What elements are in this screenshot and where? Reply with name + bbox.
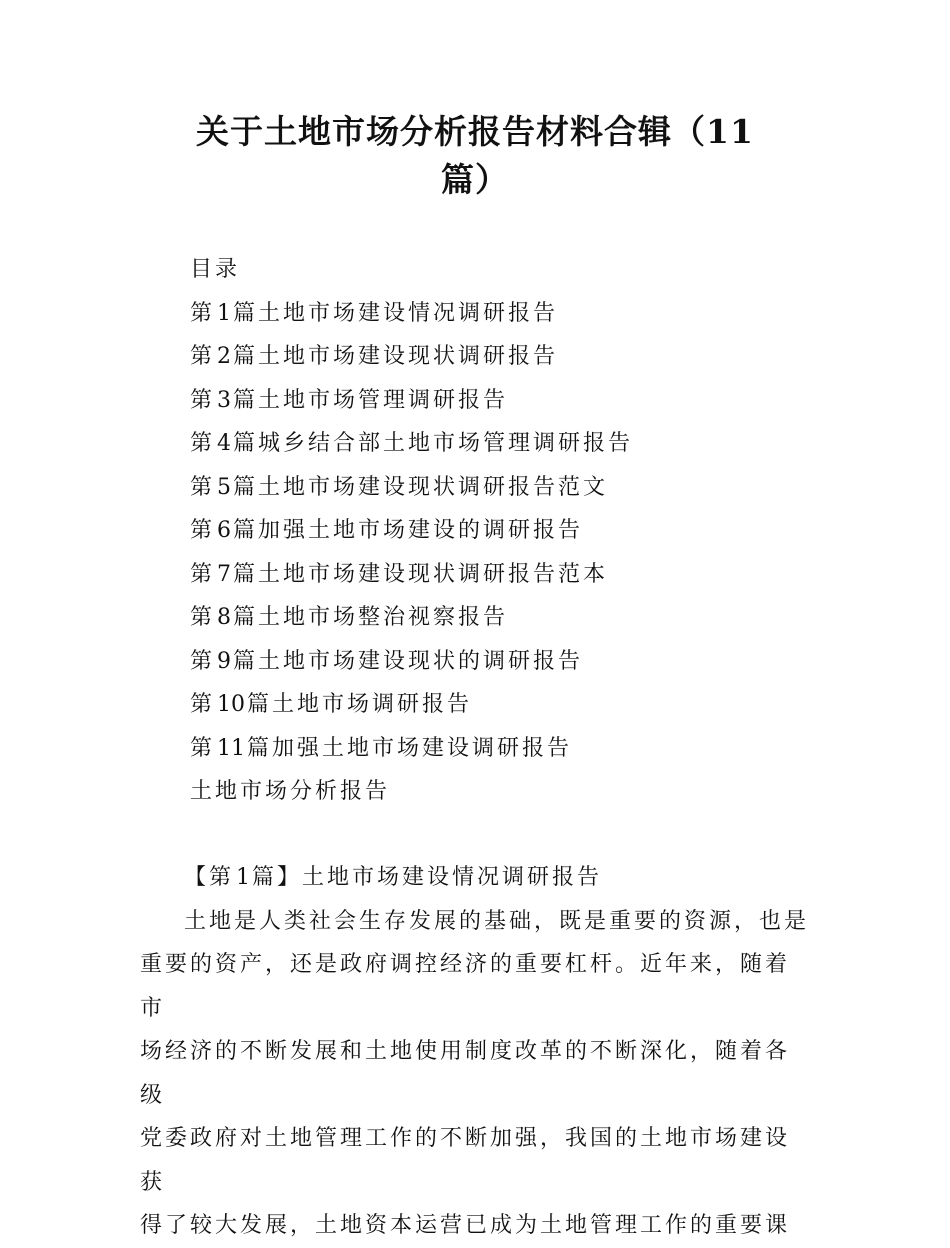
toc-item-title: 篇加强土地市场建设调研报告 xyxy=(247,735,573,761)
toc-item-number: 5 xyxy=(217,474,232,500)
toc-item-prefix: 第 xyxy=(190,605,216,630)
toc-item-prefix: 第 xyxy=(190,344,216,369)
toc-item[interactable] xyxy=(190,727,810,771)
section-1 xyxy=(140,856,812,1248)
toc-item-prefix: 第 xyxy=(190,387,216,413)
toc-item-title: 篇土地市场建设现状调研报告范文 xyxy=(233,474,609,500)
toc-item-title: 篇土地市场调研报告 xyxy=(247,692,473,717)
toc-item-number: 7 xyxy=(217,561,232,587)
toc-item-title: 篇土地市场建设现状的调研报告 xyxy=(233,648,584,674)
toc-item[interactable] xyxy=(190,422,810,466)
toc-item-prefix: 第 xyxy=(190,518,216,543)
toc-item[interactable] xyxy=(190,379,810,423)
toc-item-number: 3 xyxy=(217,387,232,413)
toc-item-prefix: 第 xyxy=(190,692,216,717)
document-title-line-1: 关于土地市场分析报告材料合辑（11 xyxy=(196,112,754,151)
toc-item-prefix: 第 xyxy=(190,300,216,326)
document-title xyxy=(180,108,770,204)
toc-item-prefix: 第 xyxy=(190,561,216,587)
toc-heading: 目录 xyxy=(190,257,241,282)
toc-item[interactable] xyxy=(190,509,810,553)
toc-item-prefix: 第 xyxy=(190,474,216,500)
toc-item[interactable] xyxy=(190,553,810,597)
toc-item-title: 篇土地市场建设现状调研报告 xyxy=(233,344,559,369)
toc-item-number: 10 xyxy=(217,692,246,717)
toc-item-number: 8 xyxy=(217,605,232,630)
toc-item-number: 2 xyxy=(217,344,232,369)
document-title-line-2: 篇） xyxy=(441,160,509,199)
toc-item-number: 9 xyxy=(217,648,232,674)
toc-item-prefix: 第 xyxy=(190,431,216,456)
toc-item[interactable] xyxy=(190,640,810,684)
section-heading-title: 篇】土地市场建设情况调研报告 xyxy=(252,865,603,890)
toc-item[interactable] xyxy=(190,292,810,336)
toc-item-title: 篇土地市场管理调研报告 xyxy=(233,387,509,413)
toc-item-prefix: 第 xyxy=(190,648,216,674)
toc-item-number: 6 xyxy=(217,518,232,543)
toc-item-number: 1 xyxy=(217,300,232,326)
toc-item-title: 篇加强土地市场建设的调研报告 xyxy=(233,518,584,543)
toc-item-title: 篇土地市场建设情况调研报告 xyxy=(233,300,559,326)
toc-item[interactable] xyxy=(190,335,810,379)
toc-item[interactable] xyxy=(190,596,810,640)
toc-item-title: 篇土地市场建设现状调研报告范本 xyxy=(233,561,609,587)
toc-item-title: 篇城乡结合部土地市场管理调研报告 xyxy=(233,431,634,456)
toc-item-prefix: 第 xyxy=(190,735,216,761)
table-of-contents xyxy=(190,248,810,814)
toc-item-number: 4 xyxy=(217,431,232,456)
section-heading-number: 1 xyxy=(236,865,251,890)
toc-item-summary[interactable]: 土地市场分析报告 xyxy=(190,779,391,804)
toc-item-title: 篇土地市场整治视察报告 xyxy=(233,605,509,630)
toc-item-number: 11 xyxy=(217,735,246,761)
section-heading-prefix: 【第 xyxy=(184,865,235,890)
section-body-paragraph: 土地是人类社会生存发展的基础，既是重要的资源，也是 重要的资产，还是政府调控经济的重要杠杆。近年来，随着市 场经济的不断发展和土地使用制度改革的不断深化，随着各级 党委政府对土地管理工作的不断加强，我国的土地市场建设获 得了较大发展，土地资本运营已成为土地管理工作的重要课 xyxy=(140,908,810,1238)
toc-item[interactable] xyxy=(190,466,810,510)
toc-item[interactable] xyxy=(190,683,810,727)
section-heading xyxy=(140,856,812,900)
